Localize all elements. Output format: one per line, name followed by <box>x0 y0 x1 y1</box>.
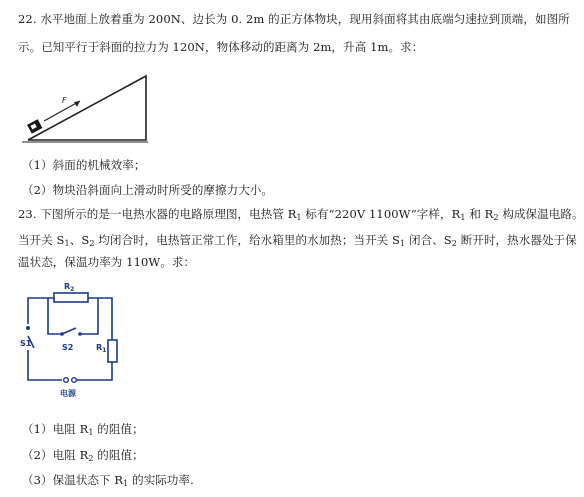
q23-sub-3-a: （3）保温状态下 R <box>22 473 124 487</box>
q22-line-1: 22. 水平地面上放着重为 200N、边长为 0. 2m 的正方体物块，现用斜面将其由底端匀速拉到顶端，如图所 <box>18 12 570 26</box>
q23-sub-1-b: 的阻值； <box>93 422 144 436</box>
q23-line-2 <box>18 233 577 247</box>
s1-label: S1 <box>20 339 32 348</box>
force-label: F <box>62 96 67 105</box>
q23-sub-2 <box>22 448 144 462</box>
q22-line-2: 示。已知平行于斜面的拉力为 120N，物体移动的距离为 2m，升高 1m。求： <box>18 40 424 54</box>
block-on-incline <box>28 120 42 133</box>
q23-line-1-b: 标有“220V 1100W”字样，R <box>301 207 461 221</box>
q22-sub-1: （1）斜面的机械效率； <box>22 158 146 172</box>
q23-sub-s1: 1 <box>64 239 70 248</box>
q23-sub-r2: 2 <box>493 213 499 222</box>
q23-line-1-a: 23. 下图所示的是一电热水器的电路原理图，电热管 R <box>18 207 297 221</box>
source-label: 电源 <box>60 389 76 398</box>
q23-sub-3-b: 的实际功率. <box>128 473 194 487</box>
q23-sub-s2b: 2 <box>451 239 457 248</box>
s2-label: S2 <box>62 343 74 352</box>
q23-line-2-d: 闭合、S <box>405 233 452 247</box>
q23-sub-3 <box>22 473 194 487</box>
q23-sub-r1: 1 <box>296 213 302 222</box>
q23-line-2-c: 均闭合时，电热管正常工作，给水箱里的水加热；当开关 S <box>94 233 401 247</box>
q23-sub-2-b: 的阻值； <box>93 448 144 462</box>
q23-sub-2-r: 2 <box>88 454 94 463</box>
source-terminal-left <box>64 378 69 383</box>
r2-label: $R_2$ <box>64 282 75 293</box>
q23-line-1 <box>18 207 584 221</box>
q23-line-2-e: 断开时，热水器处于保 <box>456 233 577 247</box>
circuit-diagram <box>18 278 128 403</box>
q23-sub-2-a: （2）电阻 R <box>22 448 89 462</box>
r1-resistor <box>108 340 117 362</box>
q23-sub-s2: 2 <box>89 239 95 248</box>
q23-sub-1-a: （1）电阻 R <box>22 422 89 436</box>
q23-sub-1 <box>22 422 144 436</box>
incline-triangle <box>28 76 146 140</box>
r1-label: $R_1$ <box>96 343 107 354</box>
q23-sub-1-r: 1 <box>88 428 94 437</box>
r2-resistor <box>54 293 88 302</box>
q23-line-2-b: 、S <box>69 233 90 247</box>
q23-line-1-d: 构成保温电路。 <box>498 207 584 221</box>
q22-sub-2: （2）物块沿斜面向上滑动时所受的摩擦力大小。 <box>22 183 274 197</box>
q23-line-3: 温状态，保温功率为 110W。求： <box>18 255 196 269</box>
q23-sub-3-r: 1 <box>123 479 129 488</box>
q23-sub-s1b: 1 <box>400 239 406 248</box>
q23-sub-r1b: 1 <box>460 213 466 222</box>
source-terminal-right <box>72 378 77 383</box>
s2-switch <box>62 328 76 334</box>
q23-line-1-c: 和 R <box>465 207 494 221</box>
q23-line-2-a: 当开关 S <box>18 233 65 247</box>
incline-diagram <box>18 72 153 147</box>
